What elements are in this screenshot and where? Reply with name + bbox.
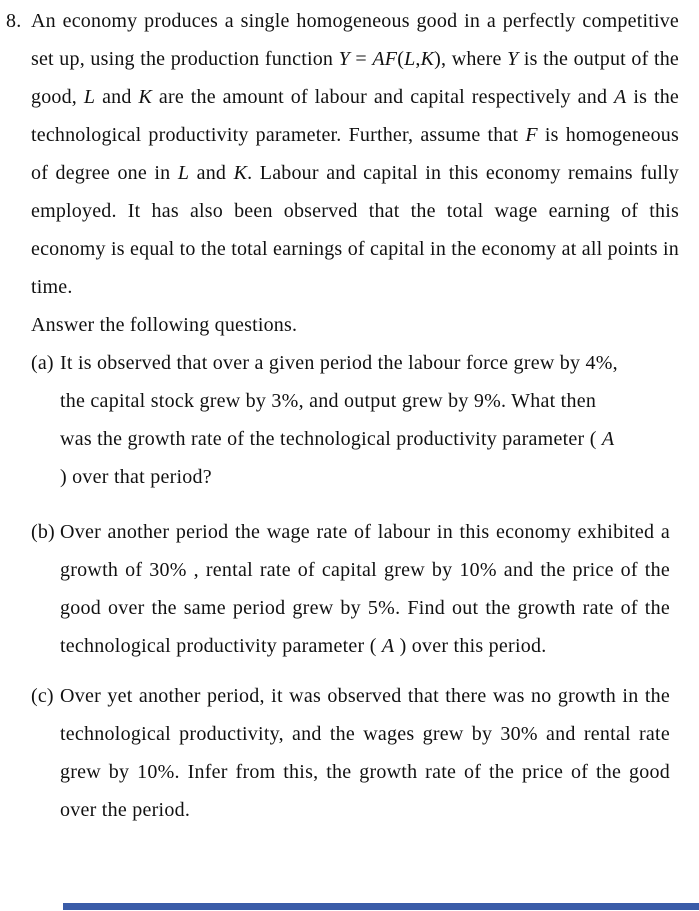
part-b-label: (b) xyxy=(31,521,55,543)
question-intro-paragraph: An economy produces a single homogeneous good in a perfectly competitive set up, using the production function Y = AF(L,K), where Y is the output of the good, L and K are the amount of labour and capital respectively and A is the technological productivity parameter. Further, assume that F is homogeneous of degree one in L and K. Labour and capital in this economy remains fully employed. It has also been observed that the total wage earning of this economy is equal to the total earnings of capital in the economy at all points in time. xyxy=(31,10,679,298)
part-b-text: Over another period the wage rate of labour in this economy exhibited a growth of 30% , rental rate of capital grew by 10% and the price of the good over the same period grew by 5%. Find out the growth rate of the technological productivity parameter ( A ) over this period. xyxy=(60,521,670,657)
question-part-c xyxy=(31,677,679,829)
part-c-label: (c) xyxy=(31,685,54,707)
part-c-text: Over yet another period, it was observed that there was no growth in the technological productivity, and the wages grew by 30% and rental rate grew by 10%. Infer from this, the growth rate of the price of the good over the period. xyxy=(60,685,670,821)
question-body xyxy=(31,2,679,829)
question-part-a xyxy=(31,344,679,496)
question-block xyxy=(6,2,699,829)
question-part-b xyxy=(31,513,679,665)
answer-prompt: Answer the following questions. xyxy=(31,314,298,336)
part-a-label: (a) xyxy=(31,352,54,374)
part-a-text: It is observed that over a given period the labour force grew by 4%, the capital stock grew by 3%, and output grew by 9%. What then was the growth rate of the technological productivity parameter ( A ) over that period? xyxy=(60,352,618,488)
bottom-blue-bar xyxy=(63,903,699,910)
question-number: 8. xyxy=(6,10,22,32)
